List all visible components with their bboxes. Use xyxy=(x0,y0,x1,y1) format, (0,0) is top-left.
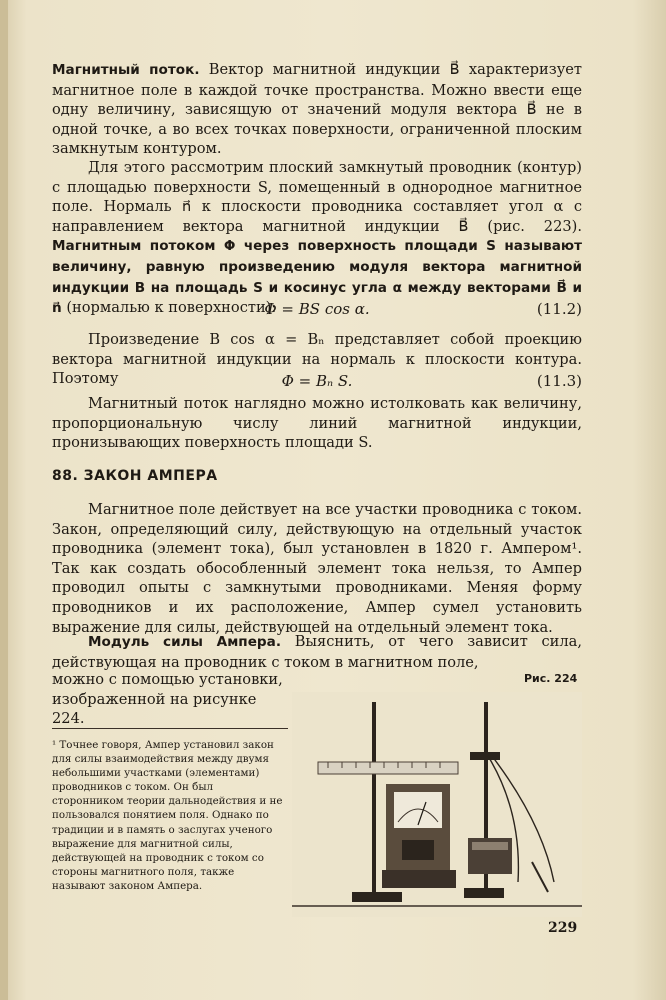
ampere-module-paragraph xyxy=(52,632,582,672)
module-continuation: можно с помощью установки, изображенной на рисунке 224. xyxy=(52,671,283,728)
meter-dial xyxy=(394,792,442,828)
page-spine-shadow xyxy=(0,0,8,1000)
figure-caption: Рис. 224 xyxy=(524,672,578,685)
module-text: Выяснить, от чего зависит сила, действующая на проводник с током в магнитном поле, xyxy=(52,633,582,671)
ampere-paragraph: Магнитное поле действует на все участки проводника с током. Закон, определяющий силу, действующую на отдельный участок проводника (элемент тока), был установлен в 1820 г. Ампером¹. Так как создать обособленный элемент тока нельзя, то Ампер проводил опыты с замкнутыми проводниками. Меняя форму проводников и их расположение, Ампер сумел установить выражение для силы, действующей на отдельный элемент тока. xyxy=(52,501,582,636)
contour-paragraph xyxy=(52,158,582,319)
ampere-setup-figure xyxy=(292,692,582,917)
left-stand-base xyxy=(352,892,402,902)
flux-definition: Магнитным потоком Φ через поверхность площади S называют величину, равную произведению модуля вектора магнитной индукции B на площадь S и косинус угла α между векторами B⃗ и n⃗ xyxy=(52,238,582,317)
contour-tail: (нормалью к поверхности): xyxy=(66,299,277,317)
projection-paragraph: Произведение B cos α = Bₙ представляет собой проекцию вектора магнитной индукции на нормаль к плоскости контура. Поэтому xyxy=(52,331,582,388)
section-heading: 88. ЗАКОН АМПЕРА xyxy=(52,468,218,484)
formula-expression: Φ = Bₙ S. xyxy=(281,372,353,390)
meter-base xyxy=(382,870,456,888)
flux-text: Вектор магнитной индукции B⃗ характеризует магнитное поле в каждой точке пространства. Можно ввести еще одну величину, зависящую от значений модуля вектора B⃗ не в одной точке, а во всех точках поверхности, ограниченной плоским замкнутым контуром. xyxy=(52,61,582,158)
formula-expression: Φ = BS cos α. xyxy=(264,300,370,318)
formula-11-3 xyxy=(52,370,582,392)
formula-number: (11.2) xyxy=(536,300,582,318)
right-stand-base xyxy=(464,888,504,898)
flux-lines-paragraph: Магнитный поток наглядно можно истолковать как величину, пропорциональную числу линий магнитной индукции, пронизывающих поверхность площади S. xyxy=(52,395,582,452)
formula-11-2 xyxy=(52,298,582,320)
contour-text: Для этого рассмотрим плоский замкнутый проводник (контур) с площадью поверхности S, помещенный в однородное магнитное поле. Нормаль n⃗ к плоскости проводника составляет угол α с направлением вектора магнитной индукции B⃗ (рис. 223). xyxy=(52,159,582,235)
module-title: Модуль силы Ампера. xyxy=(88,634,281,650)
footnote-divider xyxy=(52,728,288,729)
flux-title: Магнитный поток. xyxy=(52,62,200,78)
scale-rail xyxy=(318,762,458,774)
page-number: 229 xyxy=(548,920,578,936)
formula-number: (11.3) xyxy=(536,372,582,390)
left-stand-rod xyxy=(372,702,376,902)
footnote: ¹ Точнее говоря, Ампер установил закон для силы взаимодействия между двумя небольшими участками (элементами) проводников с током. Он был сторонником теории дальнодействия и не пользовался понятием поля. Однако по традиции и в память о заслугах ученого выражение для магнитной силы, действующей на проводник с током со стороны магнитного поля, также называют законом Ампера. xyxy=(52,739,283,892)
magnetic-flux-paragraph xyxy=(52,60,582,159)
